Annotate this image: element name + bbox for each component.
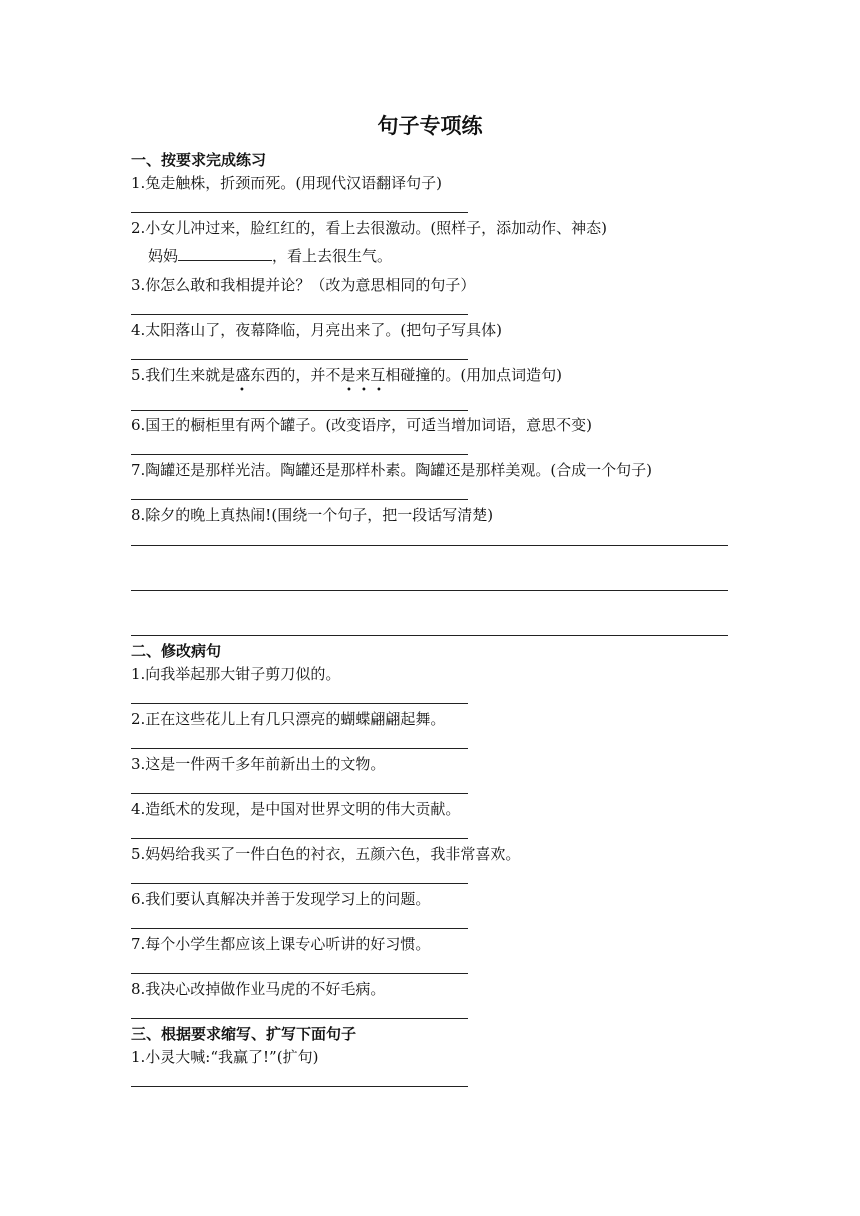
expand-sentence-1: 1.小灵大喊:“我赢了!”(扩句) [131, 1048, 319, 1066]
sick-sentence-1: 1.向我举起那大钳子剪刀似的。 [131, 665, 341, 683]
answer-line-1-7[interactable] [131, 499, 468, 500]
sick-sentence-7: 7.每个小学生都应该上课专心听讲的好习惯。 [131, 935, 431, 953]
answer-line-2-6[interactable] [131, 928, 468, 929]
template-prefix: 妈妈 [148, 247, 179, 265]
emphasis-dot: • [376, 385, 382, 396]
section-heading-2: 二、修改病句 [131, 642, 222, 660]
answer-line-2-5[interactable] [131, 883, 468, 884]
fill-blank[interactable] [178, 246, 272, 261]
sick-sentence-4: 4.造纸术的发现，是中国对世界文明的伟大贡献。 [131, 800, 461, 818]
answer-line-1-5[interactable] [131, 410, 468, 411]
sick-sentence-3: 3.这是一件两千多年前新出土的文物。 [131, 755, 386, 773]
answer-line-1-8b[interactable] [131, 590, 728, 591]
page-title: 句子专项练 [377, 114, 483, 138]
question-1-6: 6.国王的橱柜里有两个罐子。(改变语序，可适当增加词语，意思不变) [131, 416, 593, 434]
sick-sentence-6: 6.我们要认真解决并善于发现学习上的问题。 [131, 890, 431, 908]
sick-sentence-5: 5.妈妈给我买了一件白色的衬衣，五颜六色，我非常喜欢。 [131, 845, 521, 863]
sick-sentence-8: 8.我决心改掉做作业马虎的不好毛病。 [131, 980, 386, 998]
answer-line-1-4[interactable] [131, 359, 468, 360]
answer-line-3-1[interactable] [131, 1086, 468, 1087]
sick-sentence-2: 2.正在这些花儿上有几只漂亮的蝴蝶翩翩起舞。 [131, 710, 446, 728]
question-1-4: 4.太阳落山了，夜幕降临，月亮出来了。(把句子写具体) [131, 321, 503, 339]
emphasis-dot: • [239, 385, 245, 396]
answer-line-2-1[interactable] [131, 703, 468, 704]
section-heading-3: 三、根据要求缩写、扩写下面句子 [131, 1025, 357, 1043]
answer-line-1-8c[interactable] [131, 635, 728, 636]
question-1-3: 3.你怎么敢和我相提并论？（改为意思相同的句子） [131, 276, 476, 294]
question-1-2-template [148, 246, 392, 266]
question-1-8: 8.除夕的晚上真热闹!(围绕一个句子，把一段话写清楚) [131, 506, 494, 524]
question-1-7: 7.陶罐还是那样光洁。陶罐还是那样朴素。陶罐还是那样美观。(合成一个句子) [131, 461, 653, 479]
answer-line-1-1[interactable] [131, 212, 468, 213]
question-1-2: 2.小女儿冲过来，脸红红的，看上去很激动。(照样子，添加动作、神态) [131, 219, 608, 237]
question-1-5: 5.我们生来就是盛东西的，并不是来互相碰撞的。(用加点词造句) [131, 366, 563, 384]
answer-line-2-3[interactable] [131, 793, 468, 794]
answer-line-2-4[interactable] [131, 838, 468, 839]
template-suffix: ，看上去很生气。 [272, 247, 393, 265]
answer-line-1-8a[interactable] [131, 545, 728, 546]
section-heading-1: 一、按要求完成练习 [131, 151, 267, 169]
answer-line-1-6[interactable] [131, 454, 468, 455]
answer-line-2-7[interactable] [131, 973, 468, 974]
answer-line-2-2[interactable] [131, 748, 468, 749]
answer-line-2-8[interactable] [131, 1018, 468, 1019]
question-1-1: 1.兔走触株，折颈而死。(用现代汉语翻译句子) [131, 174, 443, 192]
answer-line-1-3[interactable] [131, 314, 468, 315]
emphasis-dot: • [361, 385, 367, 396]
emphasis-dot: • [346, 385, 352, 396]
